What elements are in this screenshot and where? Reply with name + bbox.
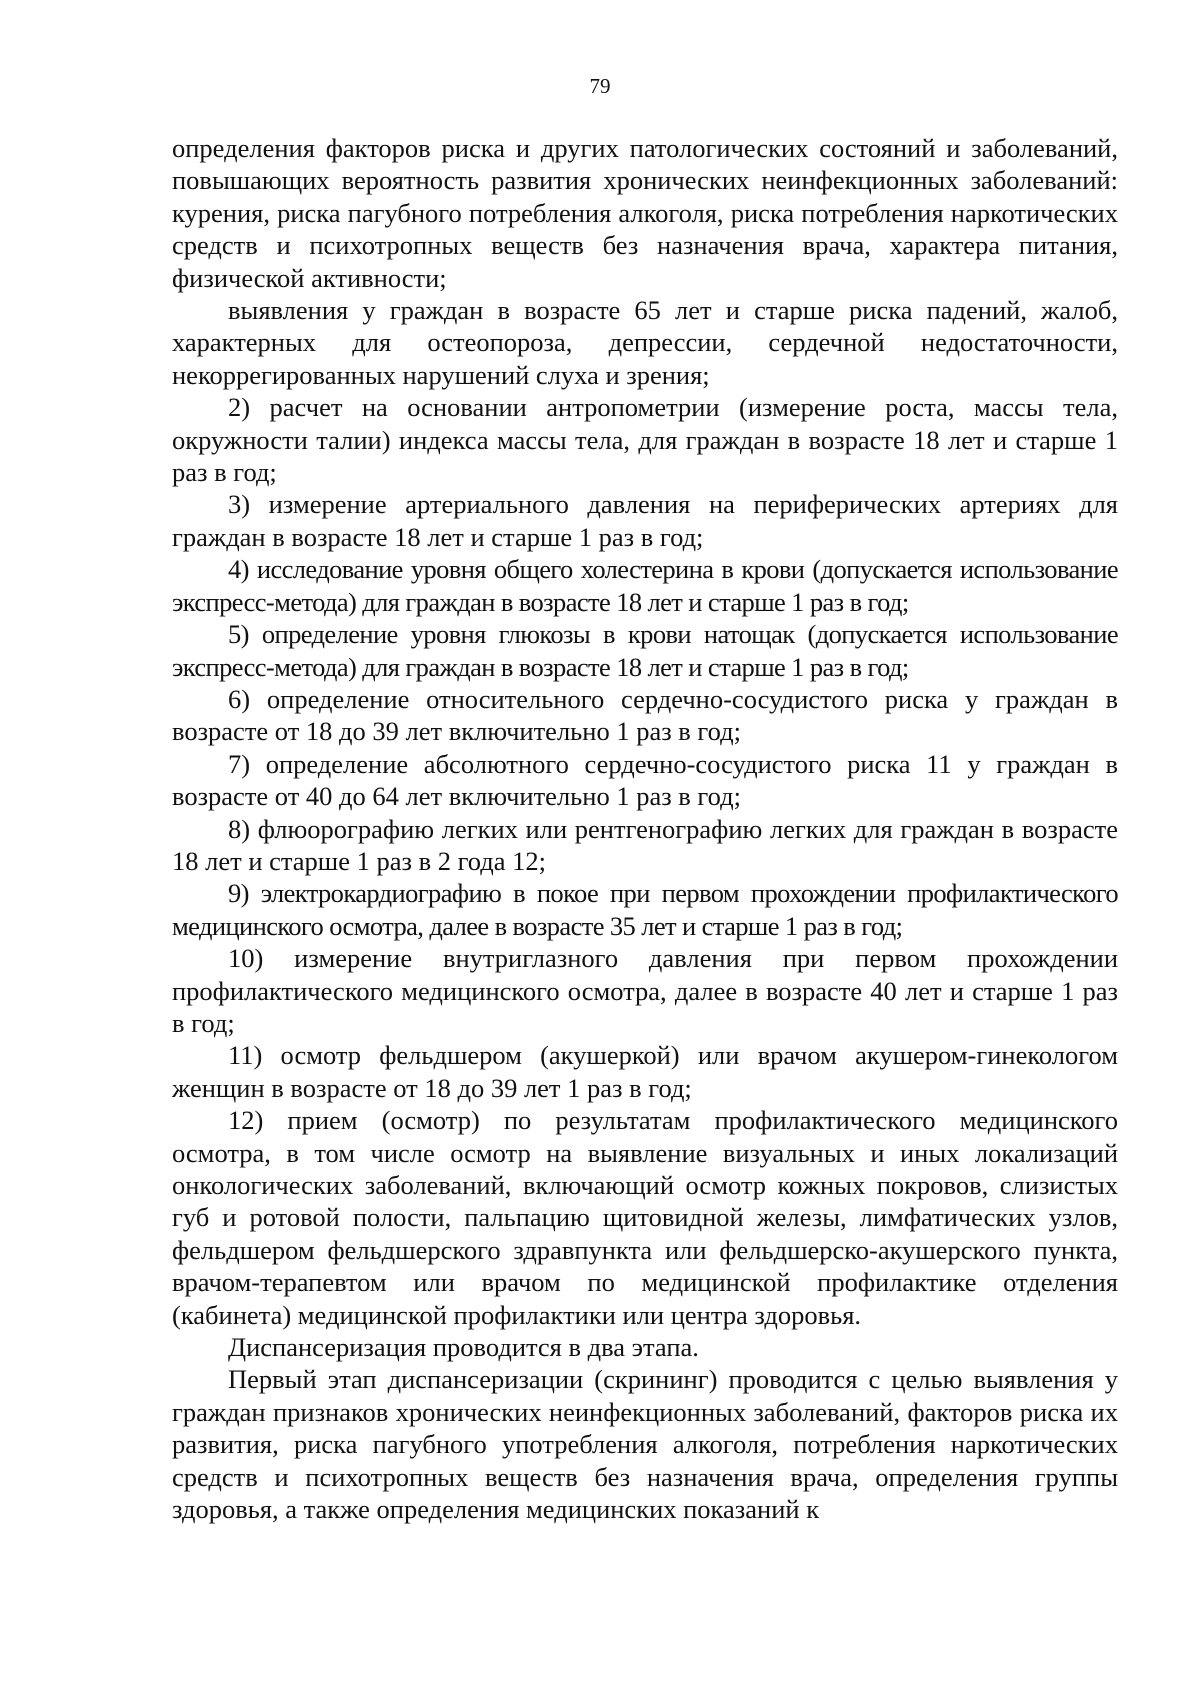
paragraph-item-9: 9) электрокардиографию в покое при первом прохождении профилактического медицинского осмотра, далее в возрасте 35 лет и старше 1 раз в год; bbox=[172, 878, 1118, 941]
paragraph-item-4: 4) исследование уровня общего холестерина в крови (допускается использование экспресс-метода) для граждан в возрасте 18 лет и старше 1 раз в год; bbox=[172, 554, 1118, 617]
paragraph-elderly-risks: выявления у граждан в возрасте 65 лет и старше риска падений, жалоб, характерных для остеопороза, депрессии, сердечной недостаточности, некоррегированных нарушений слуха и зрения; bbox=[172, 295, 1118, 390]
paragraph-item-3: 3) измерение артериального давления на периферических артериях для граждан в возрасте 18 лет и старше 1 раз в год; bbox=[172, 489, 1118, 552]
paragraph-item-5: 5) определение уровня глюкозы в крови натощак (допускается использование экспресс-метода) для граждан в возрасте 18 лет и старше 1 раз в год; bbox=[172, 619, 1118, 682]
paragraph-item-10: 10) измерение внутриглазного давления при первом прохождении профилактического медицинского осмотра, далее в возрасте 40 лет и старше 1 раз в год; bbox=[172, 943, 1118, 1038]
paragraph-item-7: 7) определение абсолютного сердечно-сосудистого риска 11 у граждан в возрасте от 40 до 64 лет включительно 1 раз в год; bbox=[172, 748, 1118, 812]
page-number: 79 bbox=[589, 74, 611, 98]
paragraph-item-8: 8) флюорографию легких или рентгенографию легких для граждан в возрасте 18 лет и старше 1 раз в 2 года 12; bbox=[172, 813, 1118, 876]
paragraph-first-stage: Первый этап диспансеризации (скрининг) проводится с целью выявления у граждан признаков хронических неинфекционных заболеваний, факторов риска их развития, риска пагубного употребления алкоголя, потребления наркотических средств и психотропных веществ без назначения врача, определения группы здоровья, а также определения медицинских показаний к bbox=[172, 1364, 1118, 1525]
paragraph-item-11: 11) осмотр фельдшером (акушеркой) или врачом акушером-гинекологом женщин в возрасте от 18 до 39 лет 1 раз в год; bbox=[172, 1040, 1118, 1103]
paragraph-item-12: 12) прием (осмотр) по результатам профилактического медицинского осмотра, в том числе осмотр на выявление визуальных и иных локализаций онкологических заболеваний, включающий осмотр кожных покровов, слизистых губ и ротовой полости, пальпацию щитовидной железы, лимфатических узлов, фельдшером фельдшерского здравпункта или фельдшерско-акушерского пункта, врачом-терапевтом или врачом по медицинской профилактике отделения (кабинета) медицинской профилактики или центра здоровья. bbox=[172, 1105, 1118, 1330]
paragraph-item-2: 2) расчет на основании антропометрии (измерение роста, массы тела, окружности талии) индекса массы тела, для граждан в возрасте 18 лет и старше 1 раз в год; bbox=[172, 392, 1118, 488]
paragraph-risk-factors: определения факторов риска и других патологических состояний и заболеваний, повышающих вероятность развития хронических неинфекционных заболеваний: курения, риска пагубного потребления алкоголя, риска потребления наркотических средств и психотропных веществ без назначения врача, характера питания, физической активности; bbox=[172, 133, 1118, 293]
paragraph-item-6: 6) определение относительного сердечно-сосудистого риска у граждан в возрасте от 18 до 39 лет включительно 1 раз в год; bbox=[172, 683, 1118, 747]
paragraph-two-stages: Диспансеризация проводится в два этапа. bbox=[228, 1332, 699, 1363]
document-body bbox=[172, 132, 1118, 1525]
